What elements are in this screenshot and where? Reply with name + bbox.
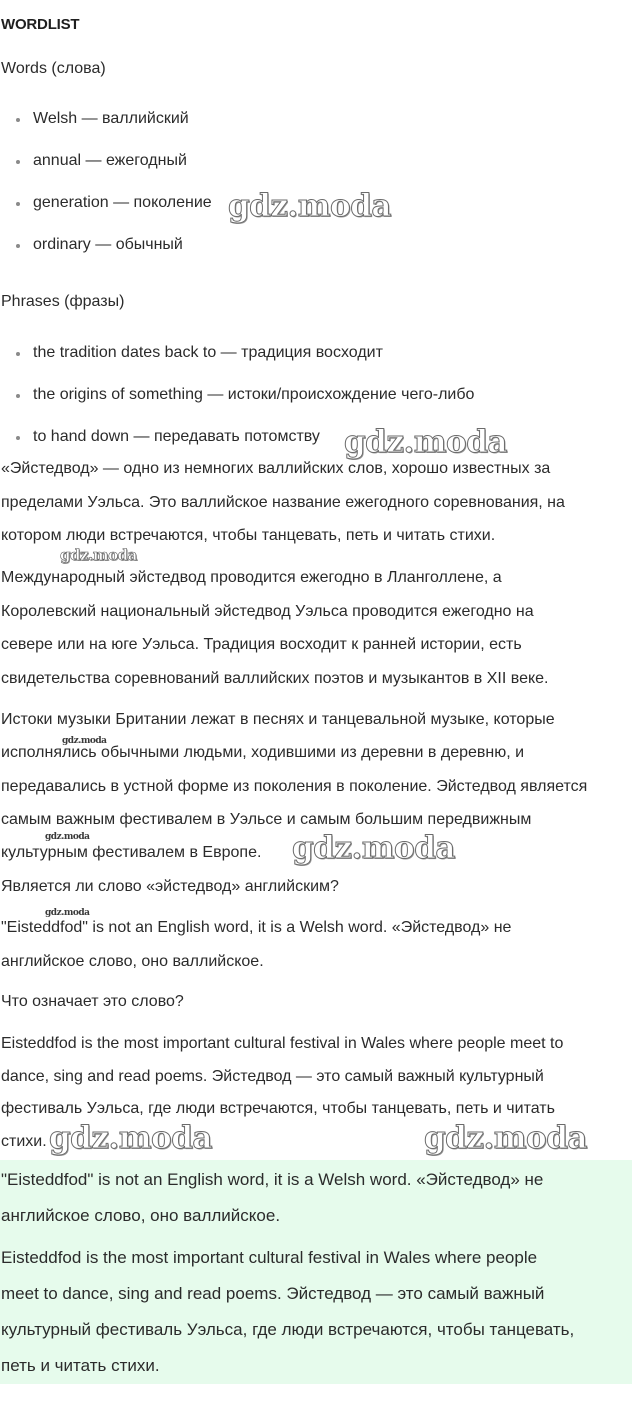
list-item [0, 234, 212, 276]
word-item: annual — ежегодный [33, 152, 187, 169]
word-item: Welsh — валлийский [33, 110, 189, 127]
phrases-label: Phrases (фразы) [1, 293, 125, 310]
watermark-logo: gdz.moda [49, 1120, 212, 1156]
question-2: Что означает это слово? [1, 993, 184, 1010]
list-item [0, 150, 212, 192]
word-item: ordinary — обычный [33, 236, 183, 253]
list-item [0, 342, 474, 384]
question-1: Является ли слово «эйстедвод» английским? [1, 878, 339, 895]
words-label: Words (слова) [1, 60, 106, 77]
phrase-item: to hand down — передавать потомству [33, 428, 320, 445]
words-list [0, 108, 212, 276]
bullet-icon [16, 244, 20, 248]
highlight-answer-2: Eisteddfod is the most important cultural festival in Wales where people meet to dance, sing and read poems. Эйстедвод — это самый важный культурный фестиваль Уэльса, где люди встречаются, чтобы танцевать, петь и читать стихи. [1, 1248, 575, 1375]
watermark-logo: gdz.moda [292, 830, 455, 866]
phrase-item: the tradition dates back to — традиция восходит [33, 344, 383, 361]
paragraph-origins: Истоки музыки Британии лежат в песнях и танцевальной музыке, которые исполнялись обычными людьми, ходившими из деревни в деревню, и передавались в устной форме из поколения в поколение. Эйстедвод является самым важным фестивалем в Уэльсе и самым большим передвижным культурным фестивалем в Европе. [1, 711, 588, 862]
list-item [0, 108, 212, 150]
list-item [0, 384, 474, 426]
paragraph-festival: Международный эйстедвод проводится ежегодно в Лланголлене, а Королевский национальный эйстедвод Уэльса проводится ежегодно на севере или на юге Уэльса. Традиция восходит к ранней истории, есть свидетельства соревнований валлийских поэтов и музыкантов в XII веке. [1, 569, 549, 687]
wordlist-title: WORDLIST [1, 16, 80, 33]
watermark-logo: gdz.moda [344, 424, 507, 460]
list-item [0, 192, 212, 234]
watermark-logo: gdz.moda [45, 908, 90, 918]
watermark-logo: gdz.moda [228, 188, 391, 224]
paragraph-intro: «Эйстедвод» — одно из немногих валлийских слов, хорошо известных за пределами Уэльса. Это валлийское название ежегодного соревнования, на котором люди встречаются, чтобы танцевать, петь и читать стихи. [1, 460, 565, 544]
answer-2: Eisteddfod is the most important cultural festival in Wales where people meet to dance, sing and read poems. Эйстедвод — это самый важный культурный фестиваль Уэльса, где люди встречаются, чтобы танцевать, петь и читать стихи. [1, 1035, 564, 1150]
watermark-logo: gdz.moda [62, 736, 107, 746]
bullet-icon [16, 436, 20, 440]
highlight-answer-1: "Eisteddfod" is not an English word, it is a Welsh word. «Эйстедвод» не английское слово, оно валлийское. [1, 1170, 544, 1225]
watermark-logo: gdz.moda [45, 832, 90, 842]
watermark-logo: gdz.moda [424, 1120, 587, 1156]
answer-1: "Eisteddfod" is not an English word, it is a Welsh word. «Эйстедвод» не английское слово, оно валлийское. [1, 919, 512, 970]
bullet-icon [16, 352, 20, 356]
answer-highlight-box [0, 1160, 632, 1384]
phrase-item: the origins of something — истоки/происхождение чего-либо [33, 386, 475, 403]
bullet-icon [16, 394, 20, 398]
bullet-icon [16, 202, 20, 206]
watermark-logo: gdz.moda [60, 546, 137, 564]
bullet-icon [16, 118, 20, 122]
word-item: generation — поколение [33, 194, 212, 211]
bullet-icon [16, 160, 20, 164]
